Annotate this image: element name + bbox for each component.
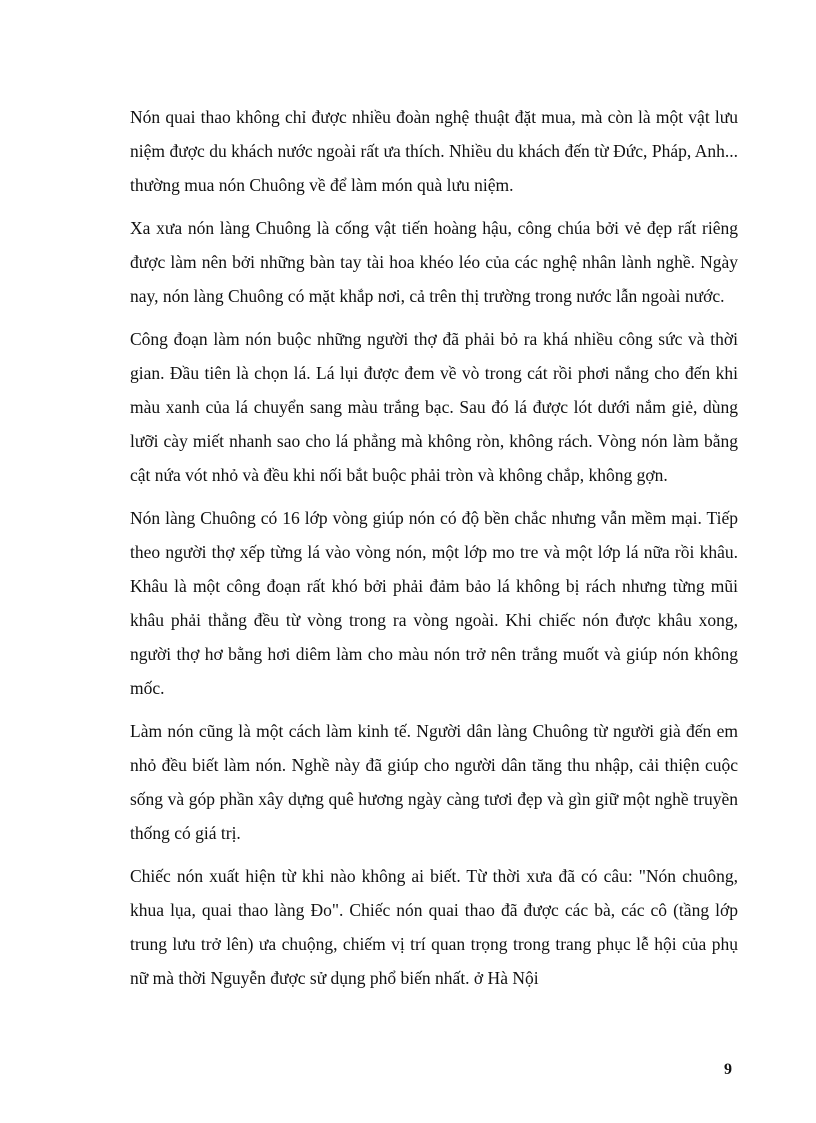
paragraph-5: Làm nón cũng là một cách làm kinh tế. Người dân làng Chuông từ người già đến em nhỏ đều biết làm nón. Nghề này đã giúp cho người dân tăng thu nhập, cải thiện cuộc sống và góp phần xây dựng quê hương ngày càng tươi đẹp và gìn giữ một nghề truyền thống có giá trị. <box>130 721 738 843</box>
body-text <box>130 100 738 1004</box>
paragraph-2: Xa xưa nón làng Chuông là cống vật tiến hoàng hậu, công chúa bởi vẻ đẹp rất riêng được làm nên bởi những bàn tay tài hoa khéo léo của các nghệ nhân lành nghề. Ngày nay, nón làng Chuông có mặt khắp nơi, cả trên thị trường trong nước lẫn ngoài nước. <box>130 218 738 306</box>
paragraph-4: Nón làng Chuông có 16 lớp vòng giúp nón có độ bền chắc nhưng vẫn mềm mại. Tiếp theo người thợ xếp từng lá vào vòng nón, một lớp mo tre và một lớp lá nữa rồi khâu. Khâu là một công đoạn rất khó bởi phải đảm bảo lá không bị rách nhưng từng mũi khâu phải thẳng đều từ vòng trong ra vòng ngoài. Khi chiếc nón được khâu xong, người thợ hơ bằng hơi diêm làm cho màu nón trở nên trắng muốt và giúp nón không mốc. <box>130 508 738 698</box>
paragraph-3: Công đoạn làm nón buộc những người thợ đã phải bỏ ra khá nhiều công sức và thời gian. Đầu tiên là chọn lá. Lá lụi được đem về vò trong cát rồi phơi nắng cho đến khi màu xanh của lá chuyển sang màu trắng bạc. Sau đó lá được lót dưới nắm giẻ, dùng lưỡi cày miết nhanh sao cho lá phẳng mà không ròn, không rách. Vòng nón làm bằng cật nứa vót nhỏ và đều khi nối bắt buộc phải tròn và không chắp, không gợn. <box>130 329 738 485</box>
paragraph-1: Nón quai thao không chỉ được nhiều đoàn nghệ thuật đặt mua, mà còn là một vật lưu niệm được du khách nước ngoài rất ưa thích. Nhiều du khách đến từ Đức, Pháp, Anh... thường mua nón Chuông về để làm món quà lưu niệm. <box>130 107 738 195</box>
page-number: 9 <box>724 1061 732 1078</box>
paragraph-6: Chiếc nón xuất hiện từ khi nào không ai biết. Từ thời xưa đã có câu: "Nón chuông, khua lụa, quai thao làng Đo". Chiếc nón quai thao đã được các bà, các cô (tầng lớp trung lưu trở lên) ưa chuộng, chiếm vị trí quan trọng trong trang phục lễ hội của phụ nữ mà thời Nguyễn được sử dụng phổ biến nhất. ở Hà Nội <box>130 866 738 988</box>
